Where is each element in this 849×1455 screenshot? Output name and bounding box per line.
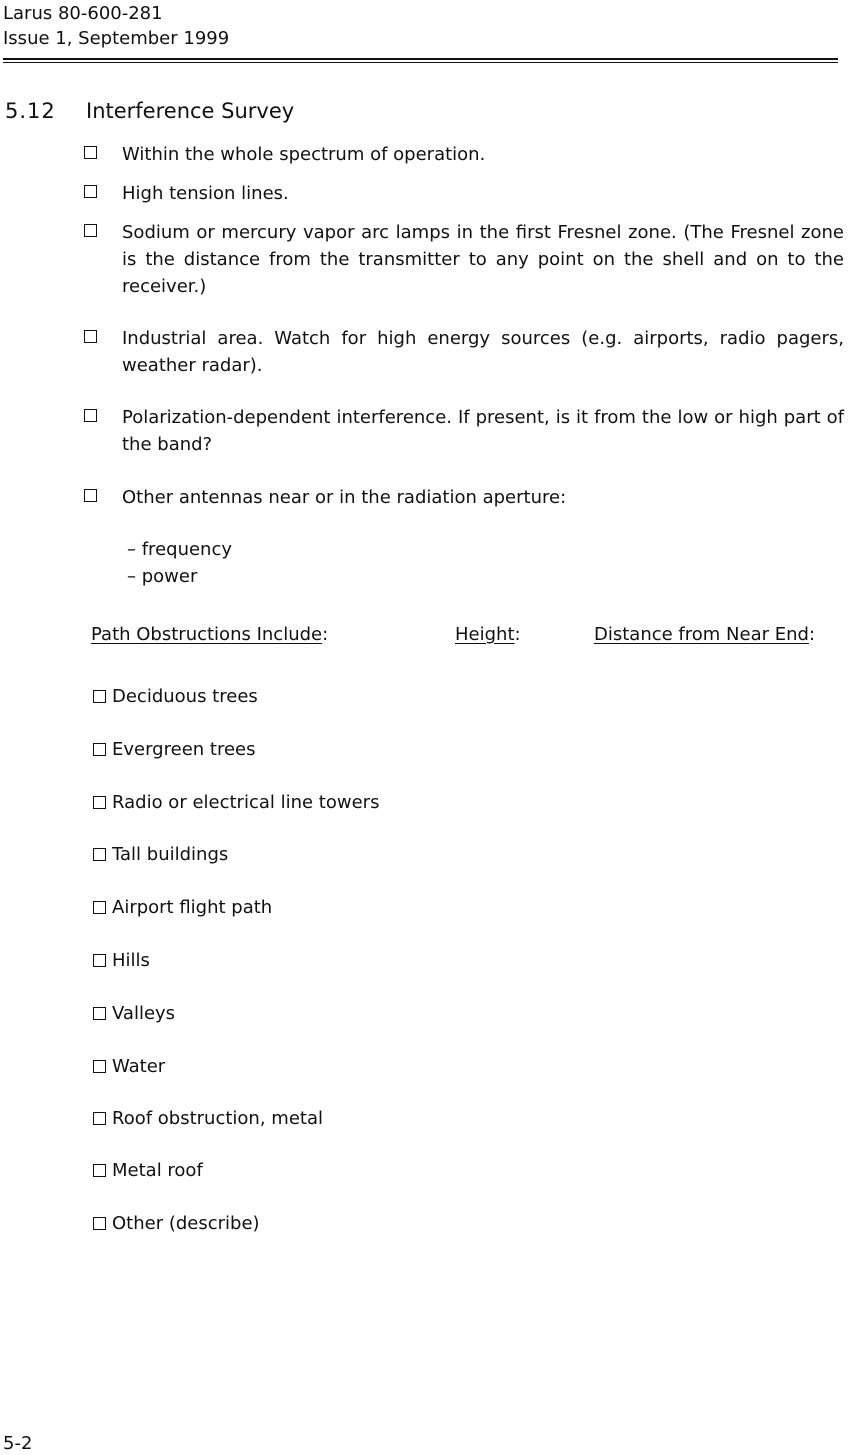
- checkbox-icon[interactable]: [93, 1217, 106, 1230]
- obstruction-item: Valleys: [93, 1003, 175, 1024]
- checklist-item-text: Sodium or mercury vapor arc lamps in the first Fresnel zone. (The Fresnel zone is the distance from the transmitter to any point on the shell and on to the receiver.): [122, 222, 844, 297]
- checkbox-icon[interactable]: [84, 185, 97, 198]
- checklist-item-text: Within the whole spectrum of operation.: [122, 144, 486, 165]
- checkbox-icon[interactable]: [84, 489, 97, 502]
- height-heading: Height:: [455, 624, 521, 645]
- obstruction-item: Tall buildings: [93, 844, 228, 865]
- section-title: Interference Survey: [86, 99, 295, 123]
- checklist-item-text: High tension lines.: [122, 183, 289, 204]
- header-rule-thin: [3, 62, 838, 63]
- checkbox-icon[interactable]: [93, 1112, 106, 1125]
- checkbox-icon[interactable]: [93, 901, 106, 914]
- document-number: Larus 80-600-281: [3, 3, 163, 24]
- obstruction-item: Radio or electrical line towers: [93, 792, 379, 813]
- sub-item-power: – power: [127, 566, 198, 587]
- path-obstructions-heading: Path Obstructions Include:: [91, 624, 329, 645]
- obstruction-item: Water: [93, 1056, 165, 1077]
- obstruction-item: Hills: [93, 950, 150, 971]
- checkbox-icon[interactable]: [93, 1164, 106, 1177]
- issue-date: Issue 1, September 1999: [3, 28, 230, 49]
- checklist-item-text: Other antennas near or in the radiation aperture:: [122, 487, 567, 508]
- checkbox-icon[interactable]: [93, 796, 106, 809]
- checkbox-icon[interactable]: [84, 224, 97, 237]
- checkbox-icon[interactable]: [93, 954, 106, 967]
- obstruction-item: Airport flight path: [93, 897, 272, 918]
- checkbox-icon[interactable]: [84, 409, 97, 422]
- obstruction-item: Roof obstruction, metal: [93, 1108, 323, 1129]
- section-number: 5.12: [5, 99, 56, 123]
- checkbox-icon[interactable]: [84, 146, 97, 159]
- checklist-item-text: Polarization-dependent interference. If present, is it from the low or high part of the band?: [122, 407, 844, 455]
- obstruction-item: Other (describe): [93, 1213, 260, 1234]
- checkbox-icon[interactable]: [93, 1007, 106, 1020]
- checkbox-icon[interactable]: [93, 1060, 106, 1073]
- sub-item-frequency: – frequency: [127, 539, 233, 560]
- header-rule-thick: [3, 58, 838, 60]
- checkbox-icon[interactable]: [93, 743, 106, 756]
- obstruction-item: Metal roof: [93, 1160, 203, 1181]
- checklist-item-text: Industrial area. Watch for high energy sources (e.g. airports, radio pagers, weather radar).: [122, 328, 844, 376]
- distance-heading: Distance from Near End:: [594, 624, 816, 645]
- checkbox-icon[interactable]: [84, 330, 97, 343]
- obstruction-item: Deciduous trees: [93, 686, 258, 707]
- checkbox-icon[interactable]: [93, 690, 106, 703]
- checkbox-icon[interactable]: [93, 848, 106, 861]
- obstruction-item: Evergreen trees: [93, 739, 255, 760]
- page-number: 5-2: [3, 1433, 33, 1454]
